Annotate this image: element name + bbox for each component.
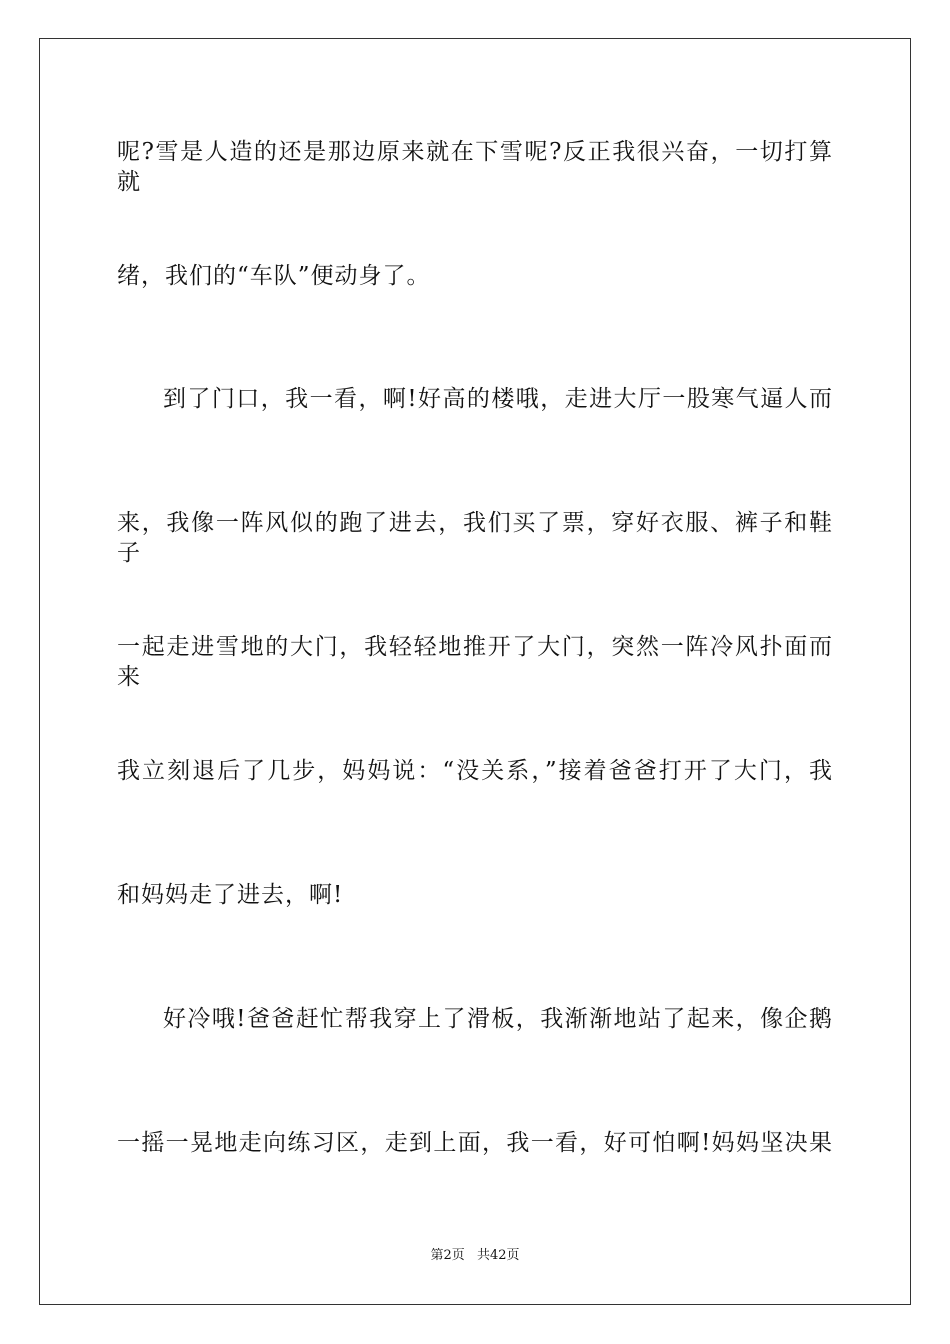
- text-line-4: 来，我像一阵风似的跑了进去，我们买了票，穿好衣服、裤子和鞋子: [117, 510, 833, 566]
- page-border: [39, 38, 911, 1305]
- text-line-3: 到了门口，我一看，啊!好高的楼哦，走进大厅一股寒气逼人而: [163, 386, 833, 412]
- text-line-1: 呢?雪是人造的还是那边原来就在下雪呢?反正我很兴奋，一切打算就: [117, 139, 833, 195]
- text-line-9: 一摇一晃地走向练习区，走到上面，我一看，好可怕啊!妈妈坚决果: [117, 1130, 833, 1156]
- text-line-2: 绪，我们的“车队”便动身了。: [117, 263, 431, 289]
- text-line-6: 我立刻退后了几步，妈妈说：“没关系，”接着爸爸打开了大门，我: [117, 758, 833, 784]
- page-number: 第2页: [430, 1248, 465, 1263]
- page-footer: [0, 1247, 950, 1265]
- text-line-8: 好冷哦!爸爸赶忙帮我穿上了滑板，我渐渐地站了起来，像企鹅: [163, 1006, 833, 1032]
- text-line-5: 一起走进雪地的大门，我轻轻地推开了大门，突然一阵冷风扑面而来: [117, 634, 833, 690]
- text-line-7: 和妈妈走了进去，啊!: [117, 882, 344, 908]
- page-total: 共42页: [476, 1248, 520, 1263]
